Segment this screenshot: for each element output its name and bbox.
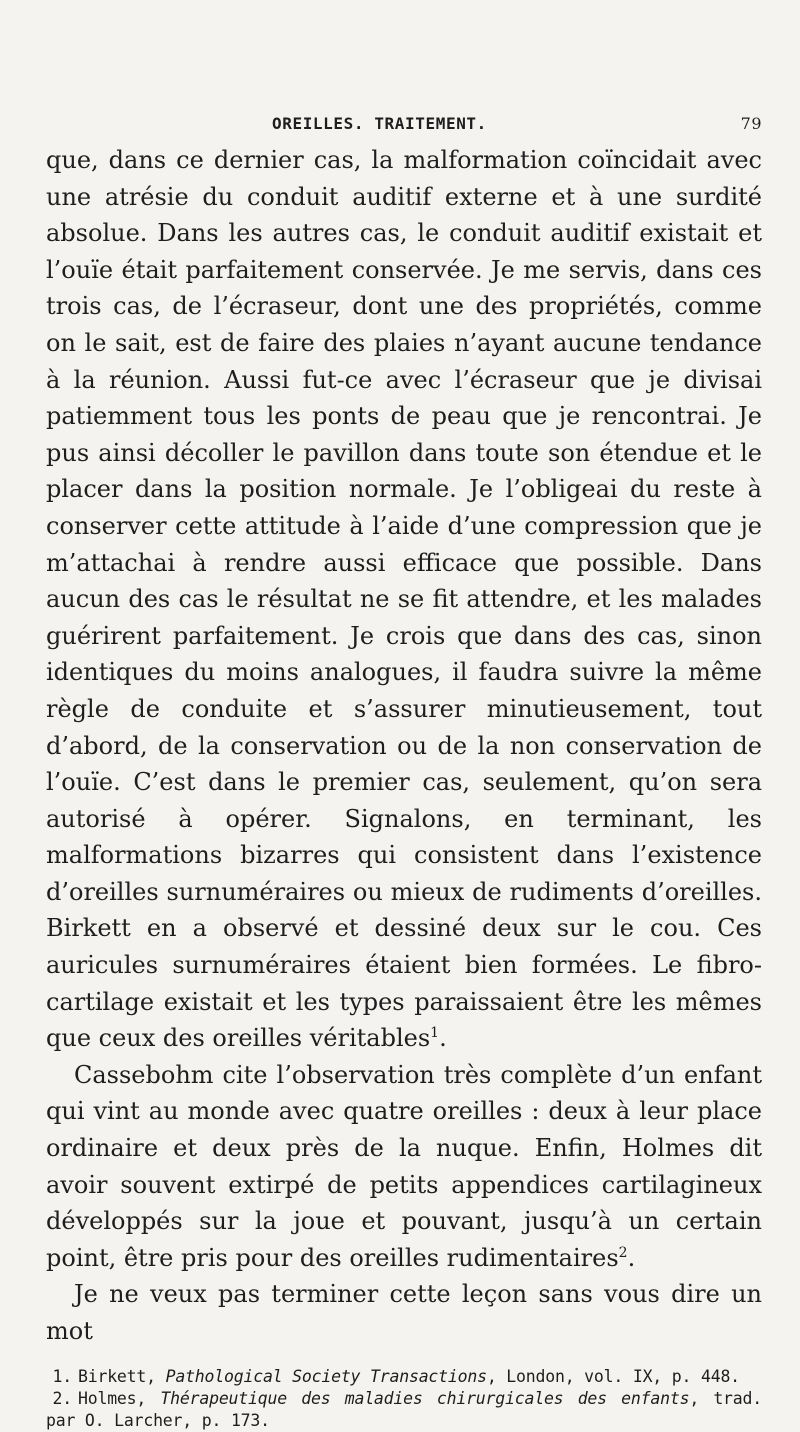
page-number: 79 bbox=[740, 114, 762, 133]
footnote-number: 1. bbox=[52, 1366, 72, 1386]
footnote-text: Birkett, bbox=[78, 1366, 166, 1386]
paragraph bbox=[46, 1276, 762, 1349]
footnote-reference: 2 bbox=[618, 1244, 628, 1261]
footnote bbox=[46, 1366, 762, 1388]
footnotes bbox=[46, 1366, 762, 1432]
paragraph-text: Cassebohm cite l’observation très complète d’un enfant qui vint au monde avec quatre oreilles : deux à leur place ordinaire et deux près de la nuque. Enfin, Holmes dit avoir souvent extirpé de petits appendices cartilagineux développés sur la joue et pouvant, jusqu’à un certain point, être pris pour des oreilles rudimentaires bbox=[46, 1060, 762, 1272]
paragraph bbox=[46, 142, 762, 1057]
paragraph-text: Je ne veux pas terminer cette leçon sans vous dire un mot bbox=[46, 1280, 762, 1345]
footnote bbox=[46, 1388, 762, 1432]
paragraph bbox=[46, 1057, 762, 1277]
footnote-text: , London, vol. IX, p. 448. bbox=[486, 1366, 740, 1386]
running-head-title: OREILLES. TRAITEMENT. bbox=[272, 114, 487, 133]
body-text bbox=[46, 142, 762, 1350]
footnote-number: 2. bbox=[52, 1388, 72, 1408]
footnote-text: , trad. par O. Larcher, p. 173. bbox=[46, 1388, 762, 1430]
footnote-reference: 1 bbox=[430, 1025, 440, 1042]
paragraph-end: . bbox=[439, 1024, 447, 1053]
footnote-title: Thérapeutique des maladies chirurgicales des enfants bbox=[160, 1388, 690, 1408]
paragraph-end: . bbox=[627, 1243, 636, 1272]
running-head bbox=[46, 108, 762, 142]
paragraph-text: que, dans ce dernier cas, la malformation coïncidait avec une atrésie du conduit auditif externe et à une surdité absolue. Dans les autres cas, le conduit auditif existait et l’ouïe était parfaitement conservée. Je me servis, dans ces trois cas, de l’écraseur, dont une des propriétés, comme on le sait, est de faire des plaies n’ayant aucune tendance à la réunion. Aussi fut-ce avec l’écraseur que je divisai patiemment tous les ponts de peau que je rencontrai. Je pus ainsi décoller le pavillon dans toute son étendue et le placer dans la position normale. Je l’obligeai du reste à conserver cette attitude à l’aide d’une compression que je m’attachai à rendre aussi efficace que possible. Dans aucun des cas le résultat ne se fit attendre, et les malades guérirent parfaitement. Je crois que dans des cas, sinon identiques du moins analogues, il faudra suivre la même règle de conduite et s’assurer minutieusement, tout d’abord, de la conservation ou de la non conservation de l’ouïe. C’est dans le premier cas, seulement, qu’on sera autorisé à opérer. Signalons, en terminant, les malformations bizarres qui consistent dans l’existence d’oreilles surnuméraires ou mieux de rudiments d’oreilles. Birkett en a observé et dessiné deux sur le cou. Ces auricules surnuméraires étaient bien formées. Le fibro-cartilage existait et les types paraissaient être les mêmes que ceux des oreilles véritables bbox=[46, 146, 762, 1053]
footnote-title: Pathological Society Transactions bbox=[165, 1366, 487, 1386]
footnote-text: Holmes, bbox=[78, 1388, 161, 1408]
